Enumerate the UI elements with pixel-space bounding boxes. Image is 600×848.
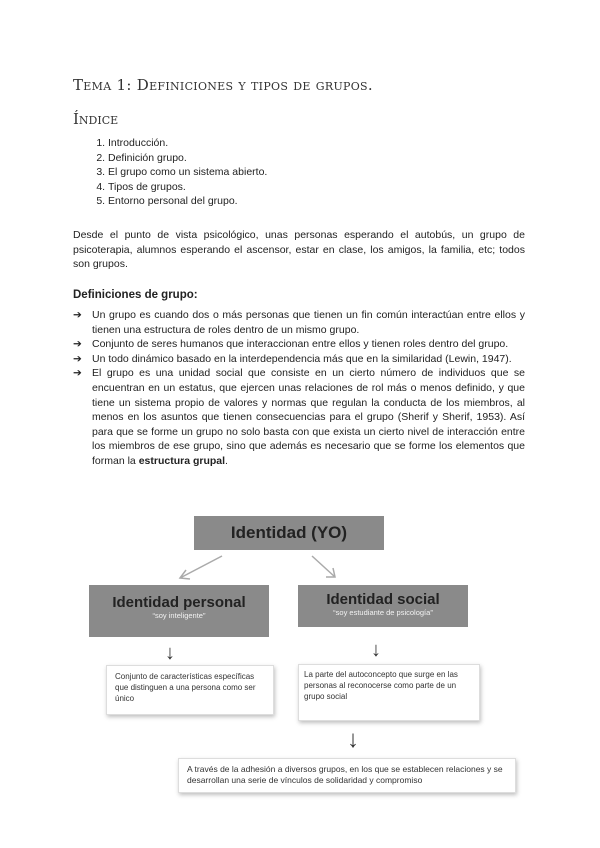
arrow-right-icon: ➔ bbox=[73, 309, 82, 321]
index-list bbox=[72, 136, 267, 209]
index-heading: Índice bbox=[73, 110, 119, 128]
definition-item bbox=[73, 366, 525, 468]
arrow-right-icon: ➔ bbox=[73, 352, 82, 365]
index-item: 2. Definición grupo. bbox=[108, 151, 267, 166]
arrow-to-social bbox=[312, 556, 335, 577]
personal-identity-box bbox=[89, 585, 269, 637]
personal-identity-example: “soy inteligente” bbox=[152, 611, 206, 620]
index-item: 1. Introducción. bbox=[108, 136, 267, 151]
arrow-head-social bbox=[326, 568, 335, 577]
social-identity-note: La parte del autoconcepto que surge en las personas al reconocerse como parte de un grupo social bbox=[298, 664, 480, 721]
arrow-down-icon: ↓ bbox=[371, 639, 381, 661]
definition-item bbox=[73, 337, 525, 352]
index-item: 5. Entorno personal del grupo. bbox=[108, 194, 267, 209]
intro-paragraph: Desde el punto de vista psicológico, unas personas esperando el autobús, un grupo de psicoterapia, alumnos esperando el ascensor, estar en clase, los amigos, la familia, etc; todos son grupos. bbox=[73, 229, 525, 271]
definition-text: El grupo es una unidad social que consiste en un cierto número de individuos que se encuentran en un estatus, que ejercen unas relaciones de rol más o menos definido, y que tiene un sistema propio de valores y normas que regulan la conducta de los miembros, al menos en los asuntos que tienen consecuencias para el grupo (Sherif y Sherif, 1953). Así para que se forme un grupo no solo basta con que exista un cierto nivel de interacción entre los miembros de ese grupo, sino que además es necesario que se forme los elementos que forman la bbox=[92, 367, 525, 467]
social-identity-title: Identidad social bbox=[326, 591, 440, 608]
definitions-list bbox=[73, 308, 525, 469]
social-identity-box bbox=[298, 585, 468, 627]
bold-term: estructura grupal bbox=[138, 454, 226, 467]
definition-item bbox=[73, 352, 525, 367]
definition-end: . bbox=[225, 454, 228, 467]
definition-text: Un todo dinámico basado en la interdependencia más que en la similaridad (Lewin, 1947). bbox=[92, 352, 512, 365]
arrow-head-personal bbox=[180, 570, 190, 579]
arrow-down-icon: ↓ bbox=[347, 726, 359, 753]
definition-text: Conjunto de seres humanos que interaccionan entre ellos y tienen roles dentro del grupo. bbox=[92, 338, 509, 351]
identity-title: Identidad (YO) bbox=[230, 523, 348, 542]
definition-item bbox=[73, 308, 525, 337]
identity-box bbox=[194, 516, 384, 550]
definitions-heading: Definiciones de grupo: bbox=[73, 289, 198, 301]
group-adhesion-note: A través de la adhesión a diversos grupos, en los que se establecen relaciones y se desarrollan una serie de vínculos de solidaridad y compromiso bbox=[178, 758, 516, 793]
social-identity-example: “soy estudiante de psicología” bbox=[333, 608, 433, 617]
arrow-right-icon: ➔ bbox=[73, 338, 82, 351]
arrow-down-icon: ↓ bbox=[165, 642, 175, 664]
personal-identity-title: Identidad personal bbox=[112, 594, 246, 611]
arrow-right-icon: ➔ bbox=[73, 367, 82, 380]
personal-identity-note: Conjunto de características específicas que distinguen a una persona como ser único bbox=[106, 665, 274, 715]
index-item: 4. Tipos de grupos. bbox=[108, 180, 267, 195]
index-item: 3. El grupo como un sistema abierto. bbox=[108, 165, 267, 180]
page-title: Tema 1: Definiciones y tipos de grupos. bbox=[73, 76, 373, 94]
definition-text: Un grupo es cuando dos o más personas que tienen un fin común interactúan entre ellos y tienen una estructura de roles dentro de un mismo grupo. bbox=[92, 309, 525, 336]
arrow-to-personal bbox=[180, 556, 222, 578]
